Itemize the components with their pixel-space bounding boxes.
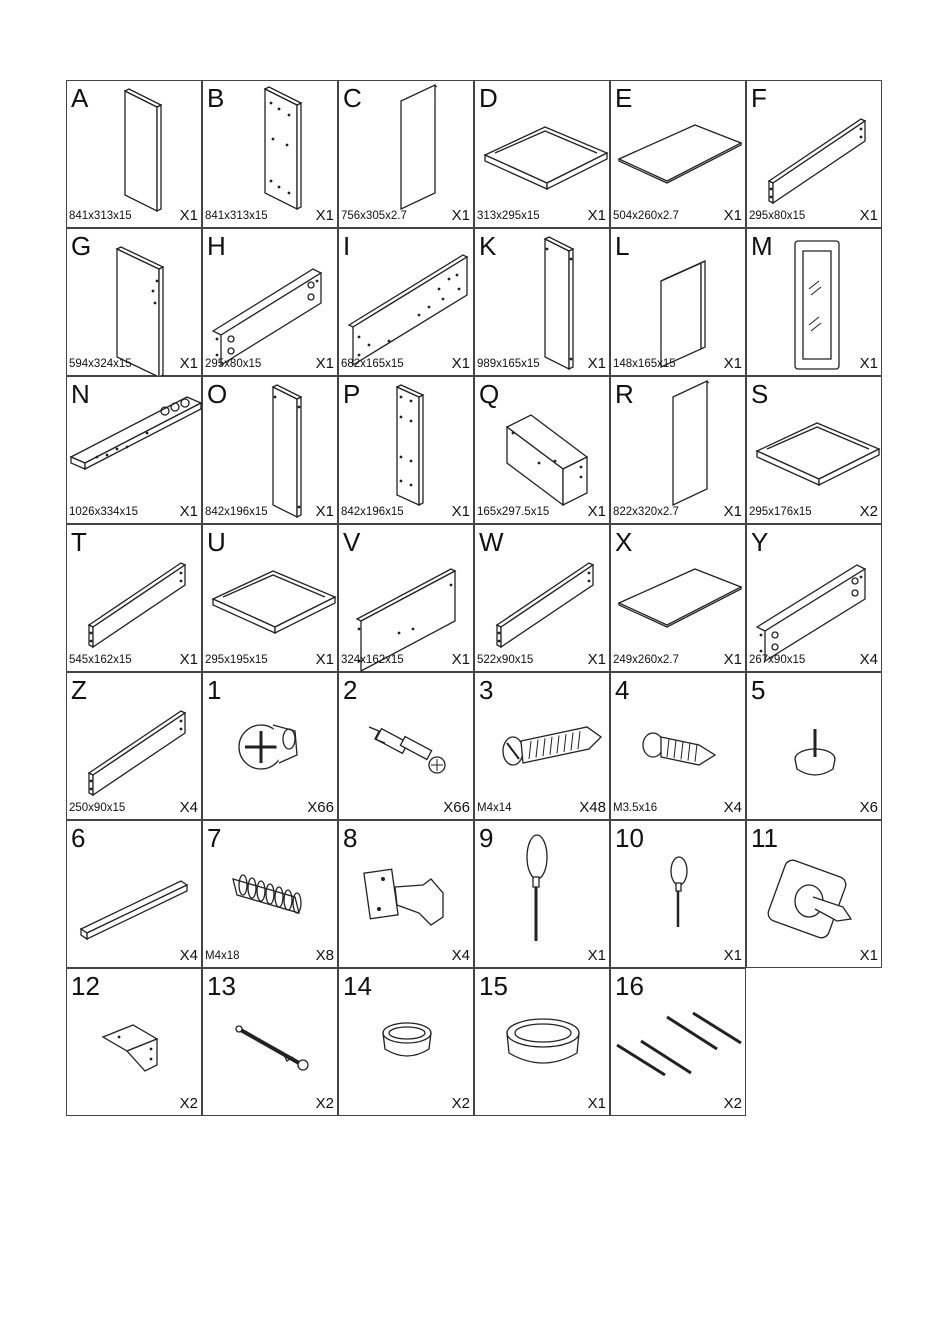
part-cell-r [610, 376, 746, 524]
part-dimensions: 841x313x15 [69, 210, 132, 222]
part-label: 2 [343, 675, 358, 705]
part-quantity: X1 [723, 503, 742, 520]
part-label: E [615, 83, 633, 113]
part-dimensions: M4x14 [477, 802, 512, 814]
part-label: W [479, 527, 504, 557]
part-label: 7 [207, 823, 222, 853]
part-dimensions: 249x260x2.7 [613, 654, 679, 666]
part-cell-m [746, 228, 882, 376]
part-quantity: X1 [587, 207, 606, 224]
part-quantity: X1 [723, 651, 742, 668]
part-cell-a [66, 80, 202, 228]
part-dimensions: 165x297.5x15 [477, 506, 550, 518]
part-cell-3 [474, 672, 610, 820]
part-dimensions: M4x18 [205, 950, 240, 962]
part-quantity: X1 [587, 1095, 606, 1112]
part-dimensions: 1026x334x15 [69, 506, 139, 518]
part-label: 11 [751, 823, 778, 853]
part-cell-f [746, 80, 882, 228]
part-label: 10 [615, 823, 644, 853]
part-dimensions: 522x90x15 [477, 654, 534, 666]
part-cell-7 [202, 820, 338, 968]
part-dimensions: 842x196x15 [205, 506, 268, 518]
part-quantity: X1 [451, 503, 470, 520]
part-cell-e [610, 80, 746, 228]
part-dimensions: 756x305x2.7 [341, 210, 407, 222]
part-cell-11 [746, 820, 882, 968]
part-dimensions: 295x195x15 [205, 654, 268, 666]
part-dimensions: 822x320x2.7 [613, 506, 679, 518]
part-cell-v [338, 524, 474, 672]
part-cell-14 [338, 968, 474, 1116]
part-dimensions: 841x313x15 [205, 210, 268, 222]
part-label: D [479, 83, 498, 113]
part-dimensions: 295x176x15 [749, 506, 812, 518]
part-dimensions: 324x162x15 [341, 654, 404, 666]
part-cell-8 [338, 820, 474, 968]
part-quantity: X48 [579, 799, 606, 816]
part-cell-i [338, 228, 474, 376]
part-label: F [751, 83, 767, 113]
part-label: C [343, 83, 362, 113]
part-quantity: X8 [315, 947, 334, 964]
part-cell-s [746, 376, 882, 524]
part-quantity: X1 [859, 355, 878, 372]
part-cell-o [202, 376, 338, 524]
part-label: 5 [751, 675, 766, 705]
part-label: X [615, 527, 633, 557]
part-quantity: X4 [451, 947, 470, 964]
part-dimensions: 594x324x15 [69, 358, 132, 370]
part-cell-1 [202, 672, 338, 820]
part-label: T [71, 527, 87, 557]
part-cell-w [474, 524, 610, 672]
part-dimensions: 313x295x15 [477, 210, 540, 222]
part-quantity: X4 [859, 651, 878, 668]
part-label: 6 [71, 823, 86, 853]
part-cell-z [66, 672, 202, 820]
part-cell-p [338, 376, 474, 524]
part-label: I [343, 231, 351, 261]
part-dimensions: 989x165x15 [477, 358, 540, 370]
part-label: 16 [615, 971, 644, 1001]
part-dimensions: 504x260x2.7 [613, 210, 679, 222]
part-label: Y [751, 527, 769, 557]
part-label: O [207, 379, 228, 409]
part-quantity: X1 [315, 503, 334, 520]
part-dimensions: 148x165x15 [613, 358, 676, 370]
part-dimensions: 295x80x15 [205, 358, 262, 370]
part-quantity: X1 [587, 355, 606, 372]
part-cell-h [202, 228, 338, 376]
part-label: 3 [479, 675, 494, 705]
part-quantity: X4 [723, 799, 742, 816]
part-label: 4 [615, 675, 630, 705]
part-cell-10 [610, 820, 746, 968]
part-cell-q [474, 376, 610, 524]
part-quantity: X1 [723, 207, 742, 224]
part-cell-2 [338, 672, 474, 820]
part-quantity: X4 [179, 799, 198, 816]
part-quantity: X6 [859, 799, 878, 816]
part-quantity: X2 [179, 1095, 198, 1112]
part-cell-6 [66, 820, 202, 968]
part-label: P [343, 379, 361, 409]
part-cell-x [610, 524, 746, 672]
part-cell-15 [474, 968, 610, 1116]
part-label: K [479, 231, 497, 261]
part-quantity: X1 [179, 651, 198, 668]
part-label: S [751, 379, 769, 409]
part-cell-n [66, 376, 202, 524]
part-quantity: X1 [179, 207, 198, 224]
part-cell-t [66, 524, 202, 672]
part-label: 9 [479, 823, 494, 853]
part-label: 15 [479, 971, 508, 1001]
part-quantity: X1 [587, 651, 606, 668]
part-label: M [751, 231, 773, 261]
part-cell-l [610, 228, 746, 376]
part-label: R [615, 379, 634, 409]
part-dimensions: 842x196x15 [341, 506, 404, 518]
part-cell-c [338, 80, 474, 228]
part-dimensions: 250x90x15 [69, 802, 126, 814]
part-label: U [207, 527, 226, 557]
part-dimensions: 295x80x15 [749, 210, 806, 222]
part-quantity: X1 [723, 355, 742, 372]
part-cell-k [474, 228, 610, 376]
part-dimensions: 682x165x15 [341, 358, 404, 370]
part-label: 8 [343, 823, 358, 853]
part-dimensions: 545x162x15 [69, 654, 132, 666]
part-quantity: X2 [315, 1095, 334, 1112]
part-quantity: X1 [587, 947, 606, 964]
part-quantity: X1 [315, 355, 334, 372]
part-cell-12 [66, 968, 202, 1116]
part-quantity: X1 [859, 207, 878, 224]
part-quantity: X1 [315, 207, 334, 224]
part-quantity: X66 [443, 799, 470, 816]
part-cell-5 [746, 672, 882, 820]
part-quantity: X1 [723, 947, 742, 964]
part-label: G [71, 231, 92, 261]
part-quantity: X1 [859, 947, 878, 964]
part-quantity: X1 [315, 651, 334, 668]
part-quantity: X1 [451, 355, 470, 372]
part-cell-g [66, 228, 202, 376]
part-label: A [71, 83, 89, 113]
part-dimensions: M3.5x16 [613, 802, 658, 814]
part-quantity: X1 [179, 503, 198, 520]
part-quantity: X1 [179, 355, 198, 372]
part-quantity: X4 [179, 947, 198, 964]
part-label: B [207, 83, 225, 113]
part-label: L [615, 231, 630, 261]
part-label: V [343, 527, 361, 557]
part-quantity: X66 [307, 799, 334, 816]
part-quantity: X2 [451, 1095, 470, 1112]
part-quantity: X1 [587, 503, 606, 520]
part-label: H [207, 231, 226, 261]
part-label: N [71, 379, 90, 409]
part-label: Q [479, 379, 500, 409]
part-label: 14 [343, 971, 372, 1001]
part-quantity: X1 [451, 207, 470, 224]
part-quantity: X2 [859, 503, 878, 520]
part-cell-d [474, 80, 610, 228]
part-cell-b [202, 80, 338, 228]
part-label: 1 [207, 675, 222, 705]
part-cell-13 [202, 968, 338, 1116]
part-label: 12 [71, 971, 100, 1001]
part-label: 13 [207, 971, 236, 1001]
part-cell-9 [474, 820, 610, 968]
part-dimensions: 267x90x15 [749, 654, 806, 666]
part-cell-y [746, 524, 882, 672]
part-cell-4 [610, 672, 746, 820]
part-quantity: X2 [723, 1095, 742, 1112]
part-quantity: X1 [451, 651, 470, 668]
part-cell-16 [610, 968, 746, 1116]
part-cell-u [202, 524, 338, 672]
part-label: Z [71, 675, 87, 705]
